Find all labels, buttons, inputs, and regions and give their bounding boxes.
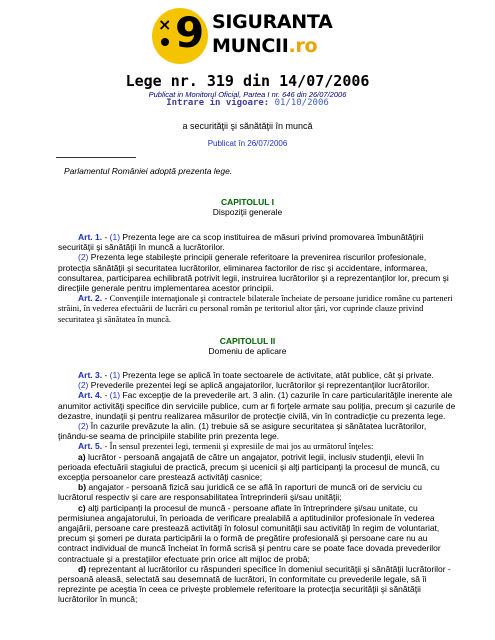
definition-text: angajator - persoană fizică sau juridică ce se află în raporturi de muncă ori de serviciu cu lucrătorul respectiv şi care are responsabilitatea întreprinderii şi/sau unităţii; <box>58 482 422 503</box>
article-label: Art. 1. <box>78 232 103 242</box>
article-4-para-1: Art. 4. - (1) Fac excepţie de la prevederile art. 3 alin. (1) cazurile în care particularităţile inerente ale anumitor activităţi specifice din serviciile publice, cum ar fi forţele armate sau poliţia, precum şi cazurile de dezastre, inundaţii şi pentru realizarea măsurilor de protecţie civilă, vin în contradicţie cu prezenta lege. <box>58 390 456 421</box>
logo-text-suffix: .ro <box>288 35 318 57</box>
article-5: Art. 5. - În sensul prezentei legi, termenii şi expresiile de mai jos au următorul înţeles: <box>78 441 374 452</box>
logo-nine-mark: 9 <box>175 8 205 57</box>
paragraph-text: În cazurile prevăzute la alin. (1) trebuie să se asigure securitatea şi sănătatea lucrătorilor, ţinându-se seama de principiile stabilite prin prezenta lege. <box>58 421 427 442</box>
vigoare-label: Intrare in vigoare: <box>166 98 270 108</box>
article-4-para-2 <box>58 421 458 441</box>
chapter-subtitle: Dispoziţii generale <box>212 207 283 217</box>
paragraph-number: (1) <box>109 370 121 380</box>
definition-key: b) <box>78 482 87 493</box>
article-3-para-1: Art. 3. - (1) Prezenta lege se aplică în toate sectoarele de activitate, atât publice, cât şi private. <box>78 370 434 380</box>
paragraph-text: Prezenta lege se aplică în toate sectoarele de activitate, atât publice, cât şi private. <box>122 370 434 380</box>
paragraph-text: Convenţiile internaţionale şi contractele bilaterale încheiate de persoane juridice române cu parteneri străini, în vederea efectuării de lucrări cu personal român pe teritoriul altor ţări, vor cuprinde clauze privind securitatea şi sănătatea în muncă. <box>58 293 453 324</box>
paragraph-text: Prezenta lege stabileşte principii generale referitoare la prevenirea riscurilor profesionale, protecţia sănătăţii şi securitatea lucrătorilor, eliminarea factorilor de risc şi accidentare, informarea, consultarea, participarea echilibrată potrivit legii, instruirea lucrătorilor şi a reprezentanţilor lor, precum şi direcţiile generale pentru implementarea acestor principii. <box>58 252 449 294</box>
chapter-heading <box>0 336 495 356</box>
article-1-para-2 <box>58 252 458 293</box>
article-label: Art. 2. <box>78 293 103 304</box>
paragraph-text: Prevederile prezentei legi se aplică angajatorilor, lucrătorilor şi reprezentanţilor lucrătorilor. <box>90 380 430 391</box>
paragraph-text: Fac excepţie de la prevederile art. 3 alin. (1) cazurile în care particularităţile inerente ale anumitor activităţi specifice din serviciile publice, cum ar fi forţele armate sau poliţia, precum şi cazurile de dezastre, inundaţii şi pentru realizarea măsurilor de protecţie civilă, vin în contradicţie cu prezenta lege. <box>58 390 456 421</box>
paragraph-number: (2) <box>78 421 89 432</box>
definition-text: lucrător - persoană angajată de către un angajator, potrivit legii, inclusiv studenţii, elevii în perioada efectuării stagiului de practică, precum şi ucenicii şi alţi participanţi la procesul de muncă, cu excepţia persoanelor care prestează activităţi casnice; <box>58 451 440 483</box>
logo-x-mark: × <box>158 15 172 34</box>
published-date: Publicat în 26/07/2006 <box>207 139 288 148</box>
logo-dot <box>161 38 169 46</box>
article-label: Art. 3. <box>78 370 103 380</box>
definition-a <box>58 452 458 483</box>
article-3-para-2 <box>58 380 458 390</box>
logo-badge <box>152 8 208 64</box>
logo-text-muncii: MUNCII <box>212 35 289 57</box>
logo-text-line2 <box>212 34 317 58</box>
definition-key: c) <box>78 502 86 513</box>
paragraph-text: Prezenta lege are ca scop instituirea de măsuri privind promovarea îmbunătăţirii securităţii şi sănătăţii în muncă a lucrătorilor. <box>58 232 424 253</box>
law-title: Lege nr. 319 din 14/07/2006 <box>125 72 370 90</box>
definition-text: reprezentant al lucrătorilor cu răspunderi specifice în domeniul securităţii şi sănătăţii lucrătorilor - persoană aleasă, selectată sau desemnată de lucrători, în conformitate cu prevederile legale, să îi reprezinte pe aceştia în ceea ce priveşte problemele referitoare la protecţia securităţii şi sănătăţii lucrătorilor în muncă; <box>58 563 451 605</box>
definition-key: a) <box>78 451 86 462</box>
chapter-title: CAPITOLUL II <box>219 336 276 346</box>
law-subtitle: a securităţii şi sănătăţii în muncă <box>182 121 313 131</box>
article-label: Art. 4. <box>78 390 103 401</box>
paragraph-number: (2) <box>78 380 89 391</box>
article-1-para-1: Art. 1. - (1) Prezenta lege are ca scop instituirea de măsuri privind promovarea îmbunătăţirii securităţii şi sănătăţii în muncă a lucrătorilor. <box>58 232 424 253</box>
definition-text: alţi participanţi la procesul de muncă - persoane aflate în întreprindere şi/sau unitate, cu permisiunea angajatorului, în perioada de verificare prealabilă a aptitudinilor profesionale în vederea angajării, persoane care prestează activităţi în folosul comunităţii sau activităţi în regim de voluntariat, precum şi şomeri pe durata participării la o formă de pregătire profesională şi persoane care nu au contract individual de muncă încheiat în formă scrisă şi pentru care se poate face dovada prevederilor contractuale şi a prestaţiilor efectuate prin orice alt mijloc de probă; <box>58 502 441 564</box>
chapter-heading <box>0 197 495 217</box>
chapter-subtitle: Domeniu de aplicare <box>208 346 287 356</box>
paragraph-number: (2) <box>78 252 89 263</box>
definition-b <box>58 482 458 502</box>
site-logo[interactable] <box>152 6 352 70</box>
articles-block-2 <box>58 370 458 605</box>
vigoare-line <box>0 98 495 108</box>
paragraph-text: În sensul prezentei legi, termenii şi expresiile de mai jos au următorul înţeles: <box>109 441 374 452</box>
article-2: Art. 2. - Convenţiile internaţionale şi contractele bilaterale încheiate de persoane juridice române cu parteneri străini, în vederea efectuării de lucrări cu personal român pe teritoriul altor ţări, vor cuprinde clauze privind securitatea şi sănătatea în muncă. <box>58 293 453 324</box>
articles-block-1 <box>58 232 458 324</box>
publication-info: Publicat in Monitorul Oficial, Partea I nr. 646 din 26/07/2006 <box>148 90 347 99</box>
intro-text: Parlamentul României adoptă prezenta lege. <box>64 166 233 176</box>
paragraph-number: (1) <box>109 232 121 242</box>
separator-line <box>56 157 136 158</box>
definition-key: d) <box>78 563 87 574</box>
chapter-title: CAPITOLUL I <box>220 197 275 207</box>
vigoare-date: 01/10/2006 <box>274 98 329 108</box>
article-label: Art. 5. <box>78 441 103 452</box>
paragraph-number: (1) <box>109 390 121 401</box>
definition-c <box>58 503 458 564</box>
definition-d <box>58 564 458 605</box>
logo-text-line1: SIGURANTA <box>212 11 333 33</box>
